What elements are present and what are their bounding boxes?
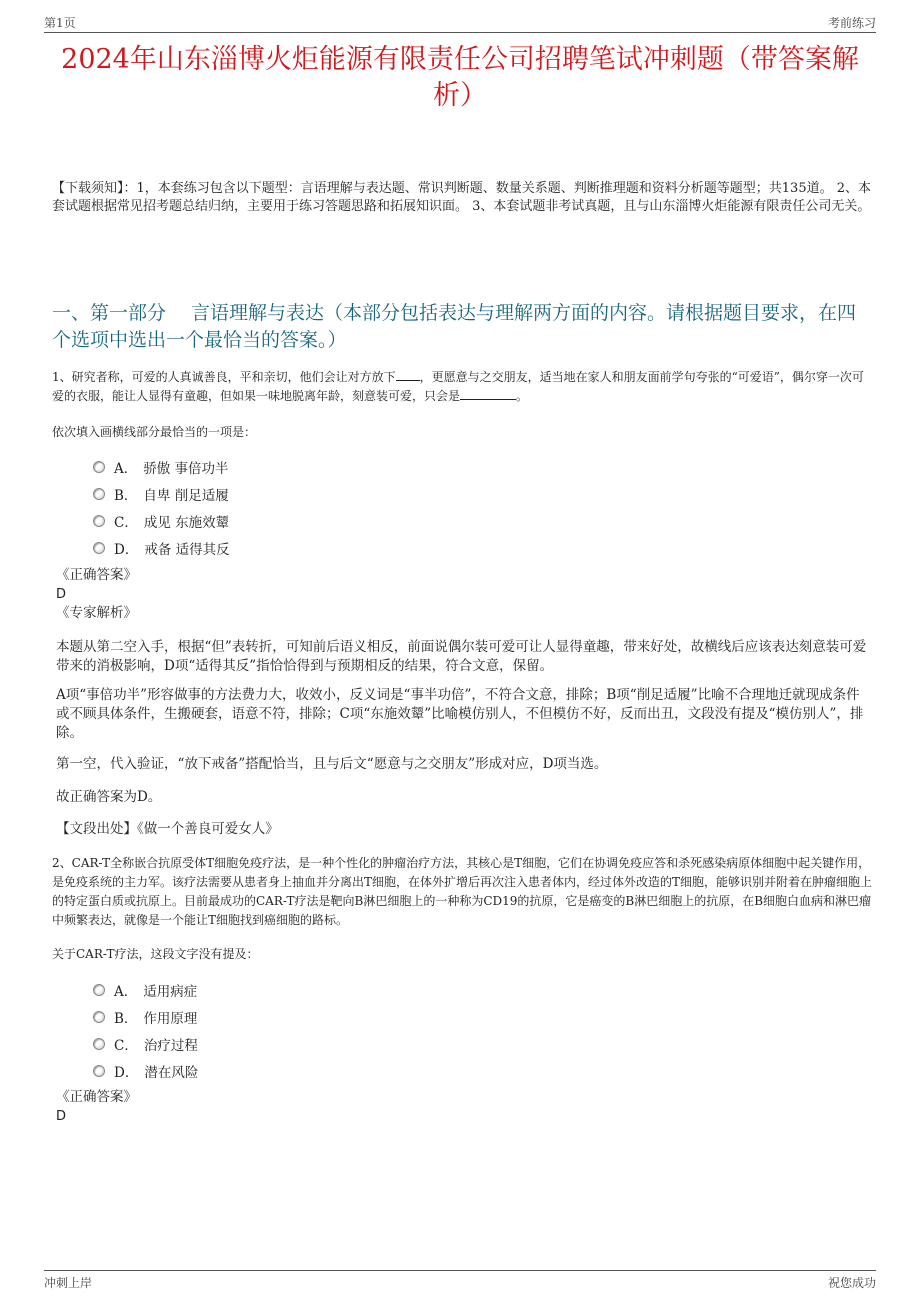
question-2-prompt: 关于CAR-T疗法，这段文字没有提及： (52, 947, 259, 961)
question-1-answer (56, 566, 137, 623)
option-d[interactable]: D． 潜在风险 (93, 1057, 198, 1084)
question-1-text: 1、研究者称，可爱的人真诚善良，平和亲切，他们会让对方放下 ，更愿意与之交朋友，适当地在家人和朋友面前学句夸张的“可爱语”，偶尔穿一次可爱的衣服，能让人显得有童趣，但如果一味地脱离年龄，刻意装可爱，只会是 。 (52, 370, 864, 403)
analysis-paragraph: 本题从第二空入手，根据“但”表转折，可知前后语义相反，前面说偶尔装可爱可让人显得童趣，带来好处，故横线后应该表达刻意装可爱带来的消极影响，D项“适得其反”指恰恰得到与预期相反的结果，符合文意，保留。 (56, 639, 867, 674)
radio-icon[interactable] (93, 461, 105, 473)
page-number: 第1页 (44, 16, 76, 30)
page-header (44, 14, 876, 33)
radio-icon[interactable] (93, 1038, 105, 1050)
blank-2 (460, 387, 516, 400)
answer-heading: 《正确答案》 (56, 1089, 137, 1105)
answer-heading: 《正确答案》 (56, 567, 137, 583)
analysis-paragraph: 故正确答案为D。 (56, 789, 162, 805)
option-b[interactable]: B． 作用原理 (93, 1003, 198, 1030)
source-note: 【文段出处】《做一个善良可爱女人》 (56, 821, 279, 837)
download-notice: 【下载须知】：1，本套练习包含以下题型：言语理解与表达题、常识判断题、数量关系题、判断推理题和资料分析题等题型；共135道。 2、本套试题根据常见招考题总结归纳，主要用于练习答题思路和拓展知识面。 3、本套试题非考试真题，且与山东淄博火炬能源有限责任公司无关。 (52, 181, 871, 214)
radio-icon[interactable] (93, 1065, 105, 1077)
footer-left-text: 冲刺上岸 (44, 1276, 93, 1290)
analysis-heading: 《专家解析》 (56, 605, 137, 621)
answer-value: D (56, 1109, 67, 1124)
question-2-answer (56, 1088, 137, 1126)
radio-icon[interactable] (93, 1011, 105, 1023)
option-b[interactable]: B． 自卑 削足适履 (93, 480, 230, 507)
analysis-paragraph: 第一空，代入验证，“放下戒备”搭配恰当，且与后文“愿意与之交朋友”形成对应，D项当选。 (56, 756, 608, 772)
option-d[interactable]: D． 戒备 适得其反 (93, 534, 230, 561)
question-2-options (93, 976, 198, 1084)
question-2-text: 2、CAR-T全称嵌合抗原受体T细胞免疫疗法，是一种个性化的肿瘤治疗方法，其核心是T细胞，它们在协调免疫应答和杀死感染病原体细胞中起关键作用，是免疫系统的主力军。该疗法需要从患者身上抽血并分离出T细胞，在体外扩增后再次注入患者体内，经过体外改造的T细胞，能够识别并附着在肿瘤细胞上的特定蛋白质或抗原上。目前最成功的CAR-T疗法是靶向B淋巴细胞上的一种称为CD19的抗原，它是癌变的B淋巴细胞上的抗原，在B细胞白血病和淋巴瘤中频繁表达，就像是一个能让T细胞找到癌细胞的路标。 (52, 856, 873, 927)
radio-icon[interactable] (93, 984, 105, 996)
option-a[interactable]: A． 适用病症 (93, 976, 198, 1003)
option-c[interactable]: C． 治疗过程 (93, 1030, 198, 1057)
question-1-prompt: 依次填入画横线部分最恰当的一项是： (52, 425, 257, 439)
blank-1 (396, 368, 420, 381)
radio-icon[interactable] (93, 488, 105, 500)
radio-icon[interactable] (93, 515, 105, 527)
section-heading: 一、第一部分 言语理解与表达（本部分包括表达与理解两方面的内容。请根据题目要求，在四个选项中选出一个最恰当的答案。） (52, 302, 857, 351)
page-footer (44, 1270, 876, 1291)
question-1-options (93, 453, 230, 561)
option-c[interactable]: C． 成见 东施效颦 (93, 507, 230, 534)
header-tag: 考前练习 (827, 16, 876, 30)
footer-right-text: 祝您成功 (827, 1276, 876, 1290)
document-title: 2024年山东淄博火炬能源有限责任公司招聘笔试冲刺题（带答案解析） (61, 44, 859, 111)
option-a[interactable]: A． 骄傲 事倍功半 (93, 453, 230, 480)
answer-value: D (56, 587, 67, 602)
radio-icon[interactable] (93, 542, 105, 554)
analysis-paragraph: A项“事倍功半”形容做事的方法费力大，收效小，反义词是“事半功倍”，不符合文意，排除；B项“削足适履”比喻不合理地迁就现成条件或不顾具体条件，生搬硬套，语意不符，排除；C项“东施效颦”比喻模仿别人，不但模仿不好，反而出丑，文段没有提及“模仿别人”，排除。 (56, 687, 864, 741)
